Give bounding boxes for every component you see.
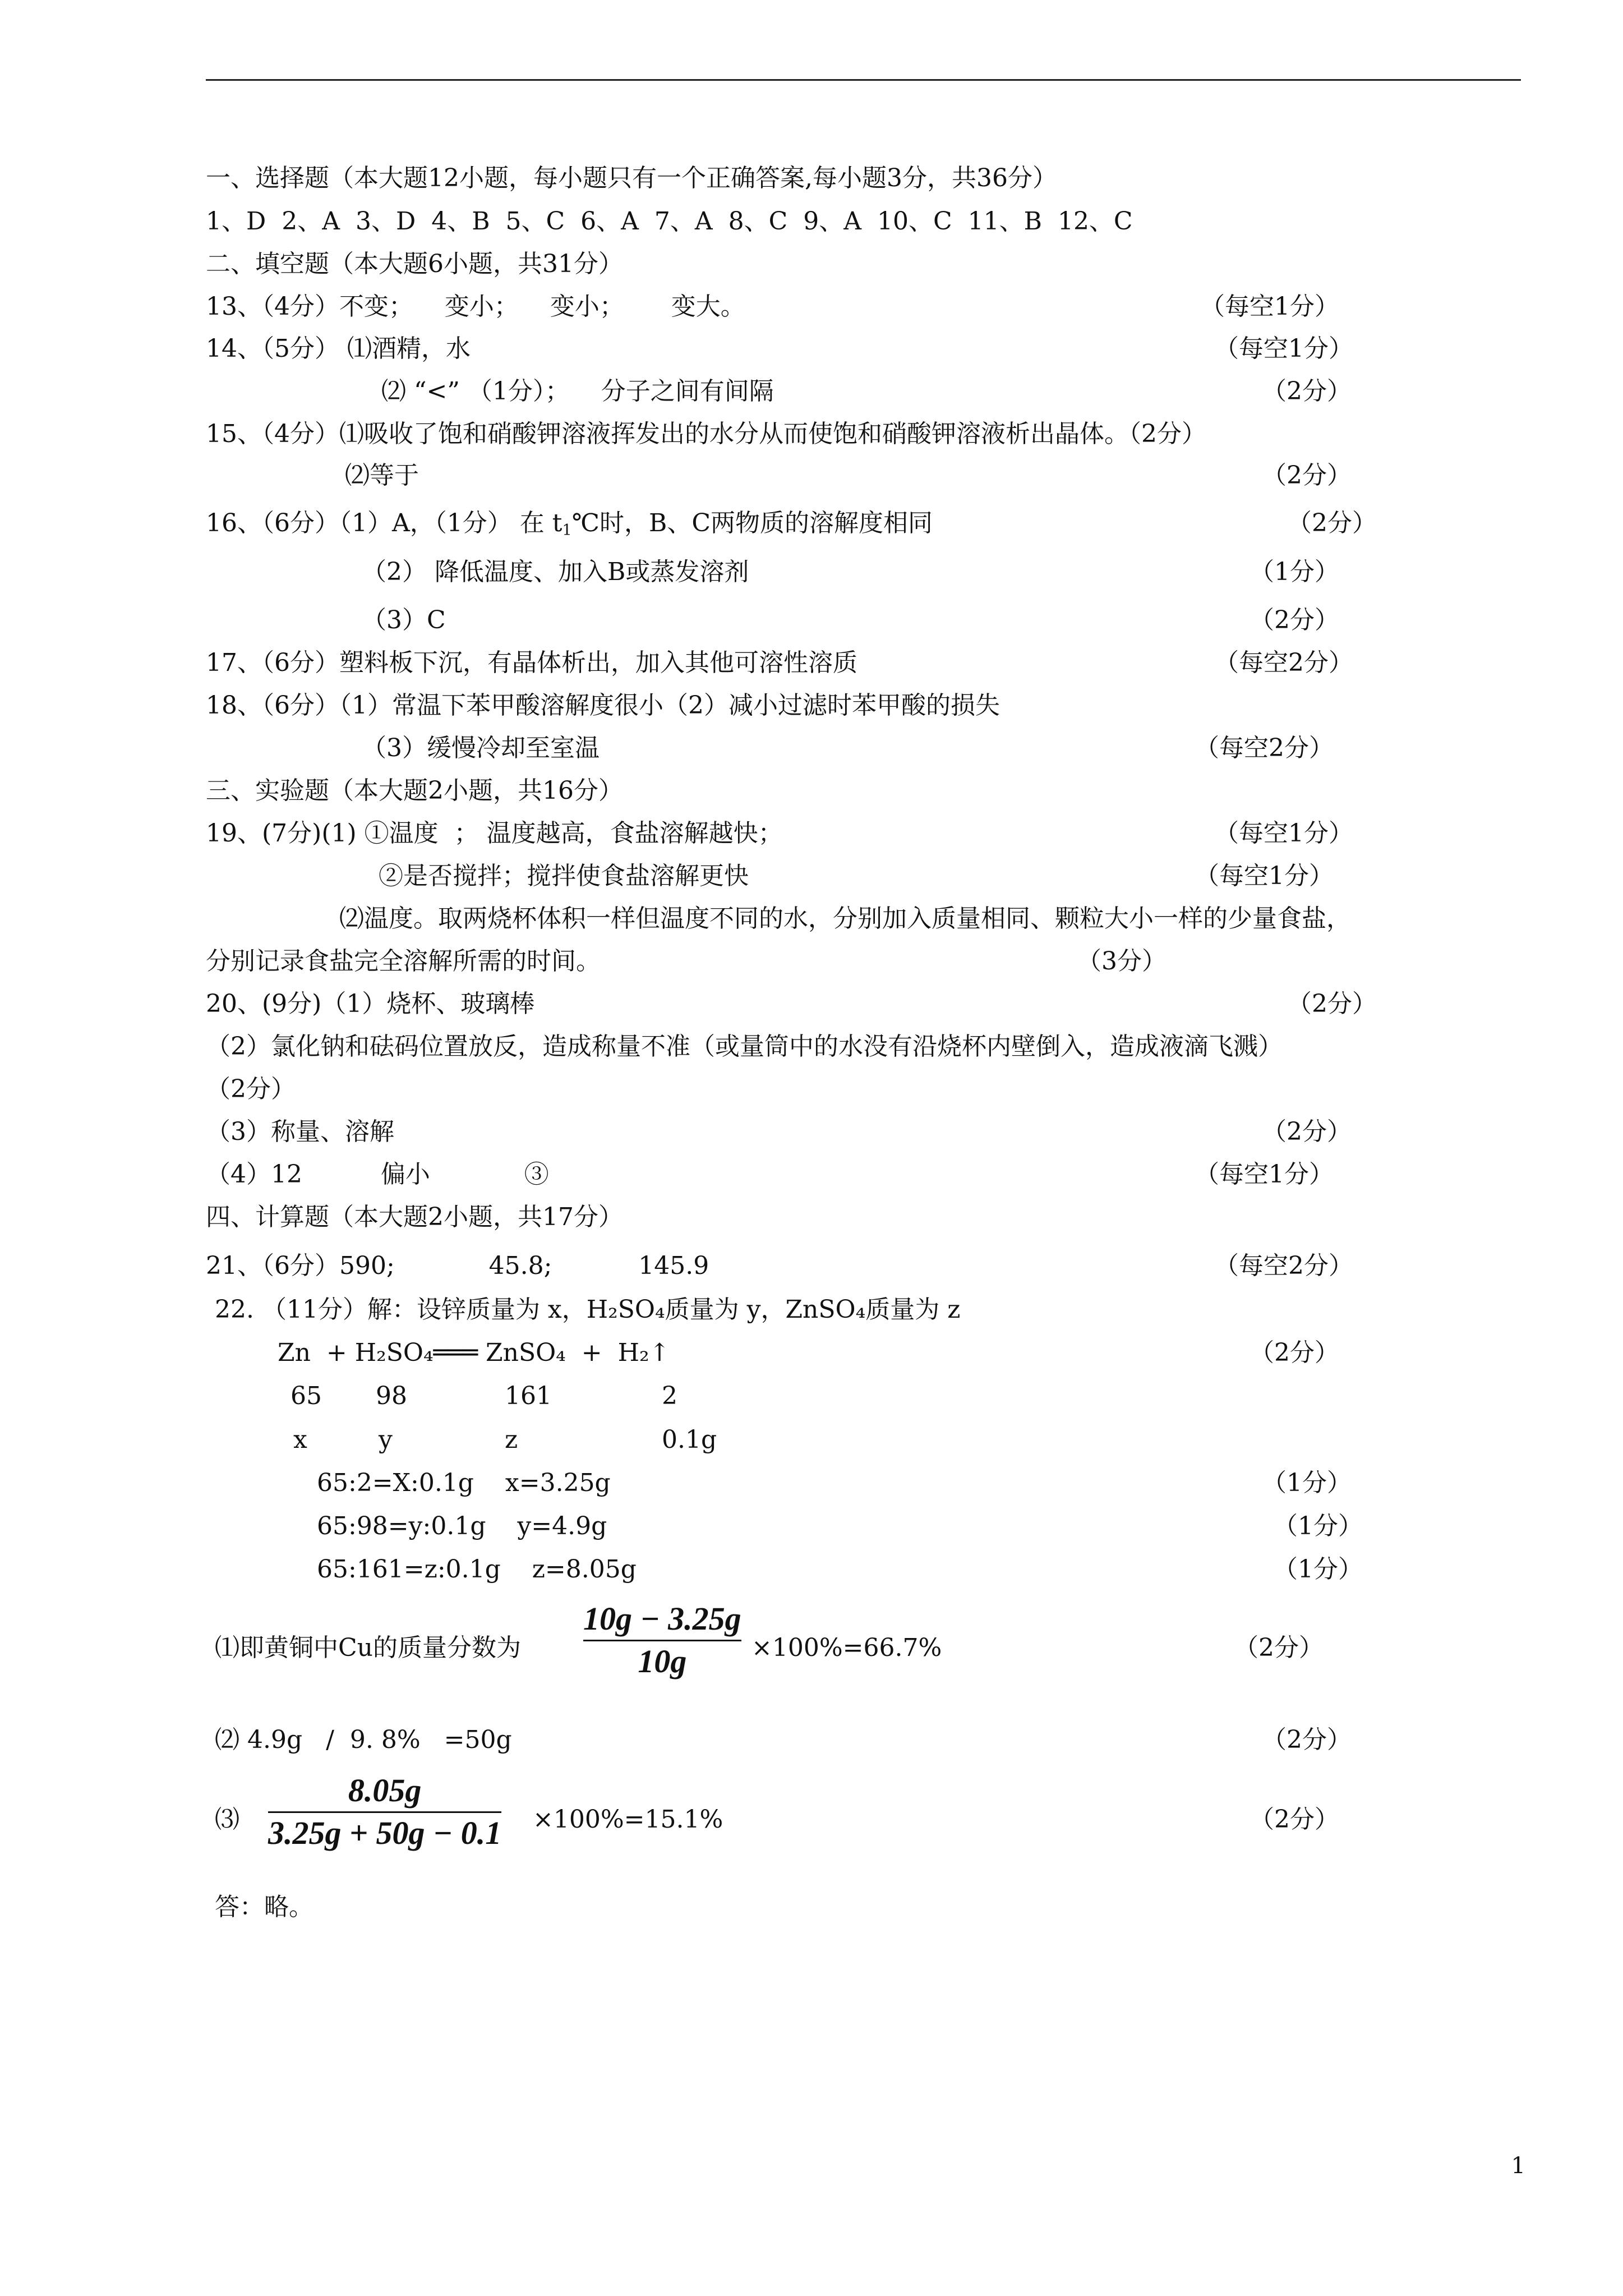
var-row-cell: 0.1g <box>662 1425 717 1454</box>
q17-score: （每空2分） <box>1214 648 1353 677</box>
q20-score5: （每空1分） <box>1195 1160 1334 1189</box>
q19-score2: （每空1分） <box>1195 862 1334 890</box>
ratio-line-1: 65:2=X:0.1g x=3.25g <box>317 1469 611 1497</box>
mass-row-cell: 98 <box>376 1382 407 1410</box>
q18-line2: （3）缓慢冷却至室温 <box>362 734 600 762</box>
ratio-line-3: 65:161=z:0.1g z=8.05g <box>317 1555 637 1584</box>
q14-score2: （2分） <box>1262 377 1352 406</box>
part3-numerator: 8.05g <box>348 1772 422 1809</box>
fraction-bar <box>583 1640 741 1641</box>
part1-denominator: 10g <box>638 1642 687 1680</box>
q22-equation: Zn + H₂SO₄═══ ZnSO₄ + H₂↑ <box>278 1338 670 1367</box>
part1-suffix: ×100%=66.7% <box>751 1634 942 1662</box>
part1-score: （2分） <box>1234 1634 1324 1662</box>
part1-numerator: 10g − 3.25g <box>583 1600 741 1637</box>
page-number: 1 <box>1511 2153 1525 2179</box>
q14-line1: 14、（5分） ⑴酒精，水 <box>206 334 471 363</box>
section1-answers: 1、D 2、A 3、D 4、B 5、C 6、A 7、A 8、C 9、A 10、C 11、B 12、C <box>206 207 1133 236</box>
q22-intro: 22. （11分）解：设锌质量为 x，H₂SO₄质量为 y，ZnSO₄质量为 z <box>215 1295 961 1324</box>
part2-line: ⑵ 4.9g / 9. 8% =50g <box>215 1726 512 1754</box>
part1-fraction <box>583 1602 741 1679</box>
mass-row-cell: 2 <box>662 1382 677 1410</box>
q19-line3: ⑵温度。取两烧杯体积一样但温度不同的水，分别加入质量相同、颗粒大小一样的少量食盐， <box>339 904 1351 933</box>
q16-line1: 16、（6分）（1）A，（1分） 在 $t_1℃$时，B、C两物质的溶解度相同 <box>206 509 933 539</box>
q16-score2: （1分） <box>1249 558 1339 586</box>
header-rule <box>206 79 1521 81</box>
section2-title: 二、填空题（本大题6小题，共31分） <box>206 250 623 278</box>
mass-row-cell: 161 <box>505 1382 552 1410</box>
ratio-score-3: （1分） <box>1273 1555 1363 1584</box>
part3-suffix: ×100%=15.1% <box>533 1805 723 1834</box>
q16-line2: （2） 降低温度、加入B或蒸发溶剂 <box>362 558 749 586</box>
ratio-score-2: （1分） <box>1273 1512 1363 1540</box>
var-row-cell: z <box>505 1425 518 1454</box>
q16-score1: （2分） <box>1287 509 1377 537</box>
part3-denominator: 3.25g + 50g − 0.1 <box>268 1814 502 1851</box>
q20-score1: （2分） <box>1287 990 1377 1018</box>
part2-score: （2分） <box>1262 1726 1352 1754</box>
q19-line4: 分别记录食盐完全溶解所需的时间。 <box>206 947 601 976</box>
q14-score1: （每空1分） <box>1214 334 1353 363</box>
q18-line1: 18、（6分）（1）常温下苯甲酸溶解度很小（2）减小过滤时苯甲酸的损失 <box>206 691 1000 720</box>
section3-title: 三、实验题（本大题2小题，共16分） <box>206 776 623 805</box>
mass-row-cell: 65 <box>291 1382 322 1410</box>
q20-line4: （3）称量、溶解 <box>206 1117 394 1146</box>
q13-text: 13、（4分）不变； 变小； 变小； 变大。 <box>206 292 745 321</box>
q20-line3: （2分） <box>206 1075 296 1103</box>
q14-line2: ⑵ “<” （1分）； 分子之间有间隔 <box>381 377 774 406</box>
q15-line1: 15、（4分）⑴吸收了饱和硝酸钾溶液挥发出的水分从而使饱和硝酸钾溶液析出晶体。（2分） <box>206 420 1206 448</box>
q20-score4: （2分） <box>1262 1117 1352 1146</box>
q21-score: （每空2分） <box>1214 1251 1353 1280</box>
part3-fraction <box>268 1774 501 1851</box>
section4-title: 四、计算题（本大题2小题，共17分） <box>206 1203 623 1231</box>
ratio-line-2: 65:98=y:0.1g y=4.9g <box>317 1512 607 1540</box>
q17-text: 17、（6分）塑料板下沉，有晶体析出，加入其他可溶性溶质 <box>206 648 857 677</box>
part1-prefix: ⑴即黄铜中Cu的质量分数为 <box>215 1634 522 1662</box>
fraction-bar <box>268 1811 501 1813</box>
q22-equation-score: （2分） <box>1249 1338 1339 1367</box>
q20-line5: （4）12 偏小 ③ <box>206 1160 549 1189</box>
q21-text: 21、（6分）590; 45.8; 145.9 <box>206 1251 709 1280</box>
q19-line1: 19、(7分)(1) ①温度 ； 温度越高，食盐溶解越快； <box>206 819 783 848</box>
q16-score3: （2分） <box>1249 606 1339 634</box>
answer-note: 答：略。 <box>215 1893 313 1921</box>
q19-score1: （每空1分） <box>1214 819 1353 848</box>
q16-line3: （3）C <box>362 606 446 634</box>
q19-line2: ②是否搅拌；搅拌使食盐溶解更快 <box>379 862 749 890</box>
section1-title: 一、选择题（本大题12小题，每小题只有一个正确答案,每小题3分，共36分） <box>206 164 1057 192</box>
q20-line1: 20、(9分)（1）烧杯、玻璃棒 <box>206 990 535 1018</box>
part3-prefix: ⑶ <box>215 1805 239 1834</box>
q13-score: （每空1分） <box>1200 292 1339 321</box>
q18-score2: （每空2分） <box>1195 734 1334 762</box>
q15-score2: （2分） <box>1262 461 1352 490</box>
q20-line2: （2）氯化钠和砝码位置放反，造成称量不准（或量筒中的水没有沿烧杯内壁倒入，造成液滴飞溅） <box>206 1032 1283 1061</box>
q19-score4: （3分） <box>1077 947 1166 976</box>
ratio-score-1: （1分） <box>1262 1469 1352 1497</box>
q15-line2: ⑵等于 <box>345 461 419 490</box>
part3-score: （2分） <box>1249 1805 1339 1834</box>
var-row-cell: y <box>379 1425 393 1454</box>
var-row-cell: x <box>293 1425 307 1454</box>
